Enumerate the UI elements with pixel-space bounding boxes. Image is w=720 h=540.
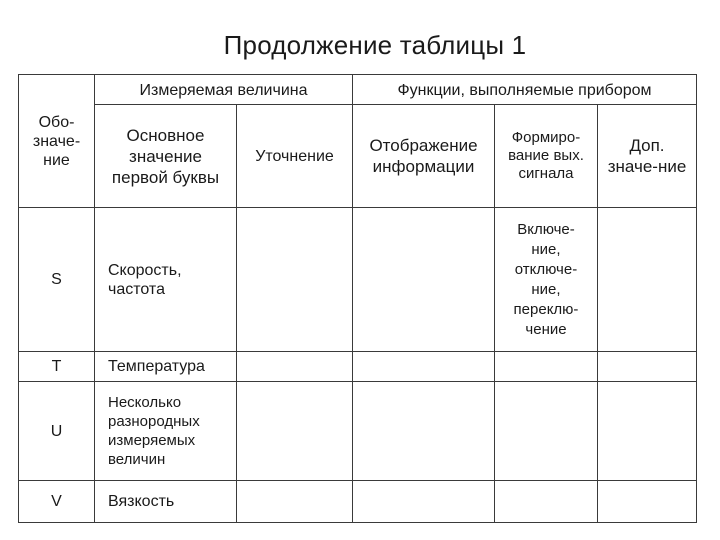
header-refinement-label: Уточнение (255, 147, 334, 165)
table-row-output (495, 208, 597, 351)
header-main-value-label: Основное значение первой буквы (111, 125, 220, 187)
header-refinement (237, 105, 352, 207)
header-measured (95, 75, 352, 105)
row-code-v: V (51, 493, 62, 510)
header-measured-label: Измеряемая величина (139, 81, 308, 99)
table-row-value (108, 352, 236, 381)
row-code-t: T (51, 358, 62, 375)
row-value-u: Несколько разнородных измеряемых величин (108, 394, 200, 468)
header-output (495, 105, 597, 207)
header-additional-label: Доп. значе-ние (607, 136, 687, 176)
header-output-label: Формиро- вание вых. сигнала (508, 129, 584, 182)
row-output-s: Включе- ние, отключе- ние, переклю- чение (513, 220, 579, 338)
header-functions (353, 75, 696, 105)
table-row-value (108, 208, 236, 351)
page-title: Продолжение таблицы 1 (223, 30, 527, 60)
row-value-t: Температура (108, 358, 205, 375)
header-additional (598, 105, 696, 207)
row-code-u: U (50, 422, 63, 440)
header-main-value (95, 105, 236, 207)
table-row-value (108, 481, 236, 522)
table-row-code (19, 481, 94, 522)
header-designation-label: Обо- значе- ние (32, 114, 81, 169)
row-value-v: Вязкость (108, 493, 175, 510)
row-value-s: Скорость, частота (108, 261, 182, 298)
header-designation (19, 75, 94, 208)
table-row-code (19, 208, 94, 351)
header-functions-label: Функции, выполняемые прибором (397, 81, 652, 99)
table-row-value (108, 382, 236, 480)
header-display-label: Отображение информации (369, 136, 478, 176)
row-code-s: S (51, 271, 62, 288)
header-display (353, 105, 494, 207)
table-row-code (19, 382, 94, 480)
table-row-code (19, 352, 94, 381)
